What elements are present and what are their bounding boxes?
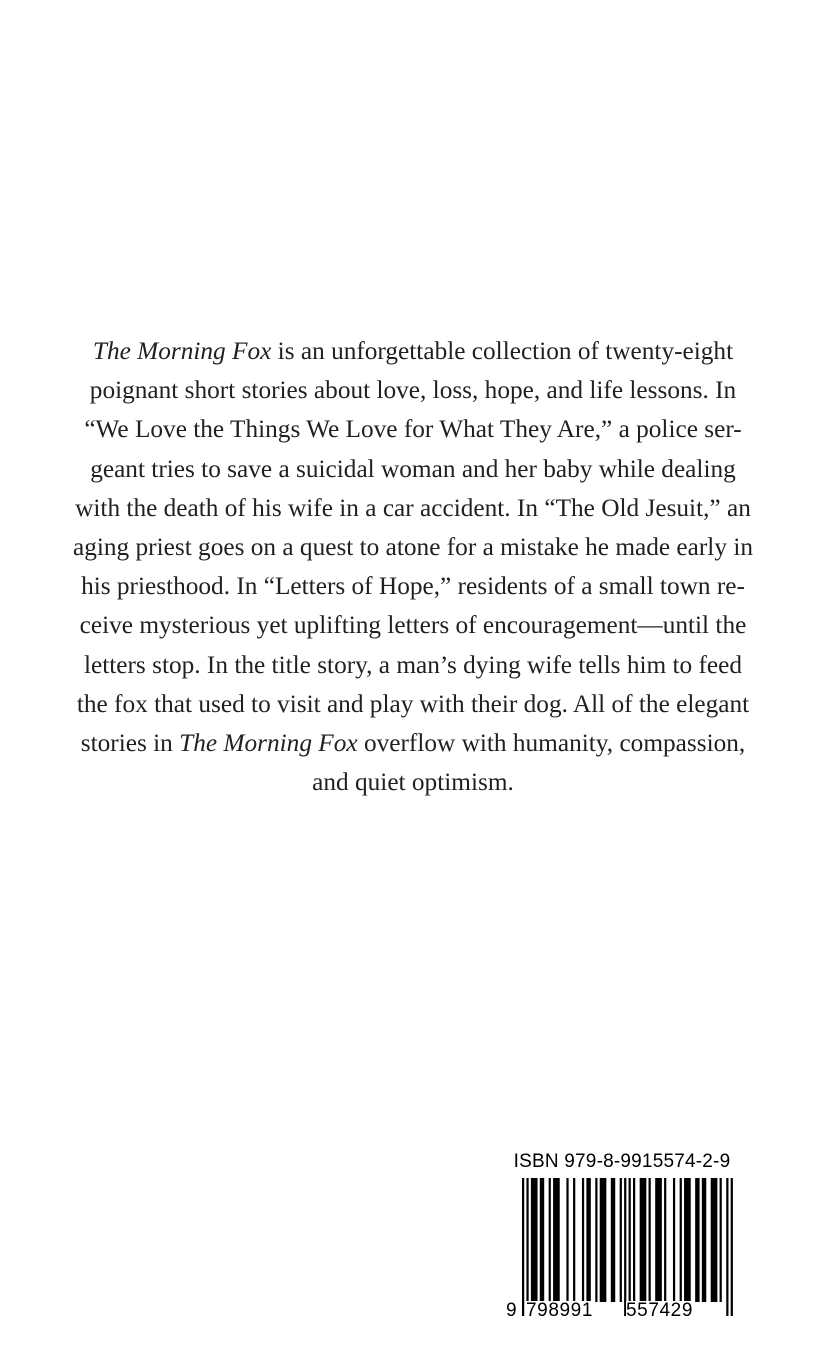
barcode-left-digits: 798991 — [526, 1300, 594, 1321]
barcode-guard-bar — [726, 1178, 728, 1316]
barcode-bar — [649, 1178, 651, 1302]
barcode-bar — [695, 1178, 699, 1302]
barcode-bar — [720, 1178, 722, 1302]
barcode-bar — [711, 1178, 718, 1302]
barcode-lead-digit: 9 — [506, 1300, 518, 1321]
isbn-label: ISBN 979-8-9915574-2-9 — [513, 1151, 731, 1172]
barcode-bar — [640, 1178, 647, 1302]
barcode-bar — [549, 1178, 551, 1302]
barcode-bar — [600, 1178, 607, 1302]
barcode-guard-bar — [731, 1178, 733, 1316]
blurb-line-5: with the death of his wife in a car accident. In “The Old Jesuit,” an — [75, 493, 751, 522]
barcode-bar — [680, 1178, 682, 1302]
barcode-bar — [582, 1178, 584, 1302]
book-title-italic: The Morning Fox — [92, 337, 272, 365]
barcode-bar — [611, 1178, 615, 1302]
barcode-guard-bar — [624, 1178, 626, 1316]
barcode-guard-bar — [629, 1178, 631, 1316]
isbn-barcode — [502, 1150, 742, 1350]
barcode-bar — [586, 1178, 590, 1302]
barcode-bar — [573, 1178, 575, 1302]
blurb-line-7: his priesthood. In “Letters of Hope,” residents of a small town re- — [81, 572, 745, 601]
blurb-line-6: aging priest goes on a quest to atone for a mistake he made early in — [73, 533, 753, 562]
barcode-bar — [540, 1178, 544, 1302]
barcode-bar — [531, 1178, 538, 1302]
blurb-line-1: The Morning Fox is an unforgettable collection of twenty-eight — [92, 337, 734, 365]
barcode-bar — [664, 1178, 666, 1302]
barcode-bar — [684, 1178, 691, 1302]
book-title-italic: The Morning Fox — [179, 729, 358, 758]
barcode-guard-bar — [526, 1178, 528, 1316]
back-cover-blurb — [60, 332, 766, 802]
blurb-line-12: and quiet optimism. — [312, 768, 514, 797]
barcode-guard-bar — [522, 1178, 524, 1316]
barcode-bar — [702, 1178, 706, 1302]
barcode-bar — [620, 1178, 622, 1302]
blurb-line-11: stories in The Morning Fox overflow with humanity, compassion, — [80, 729, 746, 758]
barcode-bar — [566, 1178, 568, 1302]
blurb-line-9: letters stop. In the title story, a man’s dying wife tells him to feed — [83, 650, 743, 679]
barcode-bar — [633, 1178, 635, 1302]
barcode-bar — [655, 1178, 662, 1302]
barcode-bar — [553, 1178, 560, 1302]
blurb-line-3: “We Love the Things We Love for What They Are,” a police ser- — [84, 415, 742, 444]
blurb-line-10: the fox that used to visit and play with their dog. All of the elegant — [76, 689, 750, 718]
blurb-line-2: poignant short stories about love, loss, hope, and life lessons. In — [89, 376, 737, 405]
barcode-bar — [595, 1178, 597, 1302]
barcode-right-digits: 557429 — [626, 1300, 694, 1321]
barcode-bar — [673, 1178, 675, 1302]
blurb-line-8: ceive mysterious yet uplifting letters of encouragement—until the — [79, 611, 747, 640]
blurb-line-4: geant tries to save a suicidal woman and her baby while dealing — [90, 454, 736, 483]
